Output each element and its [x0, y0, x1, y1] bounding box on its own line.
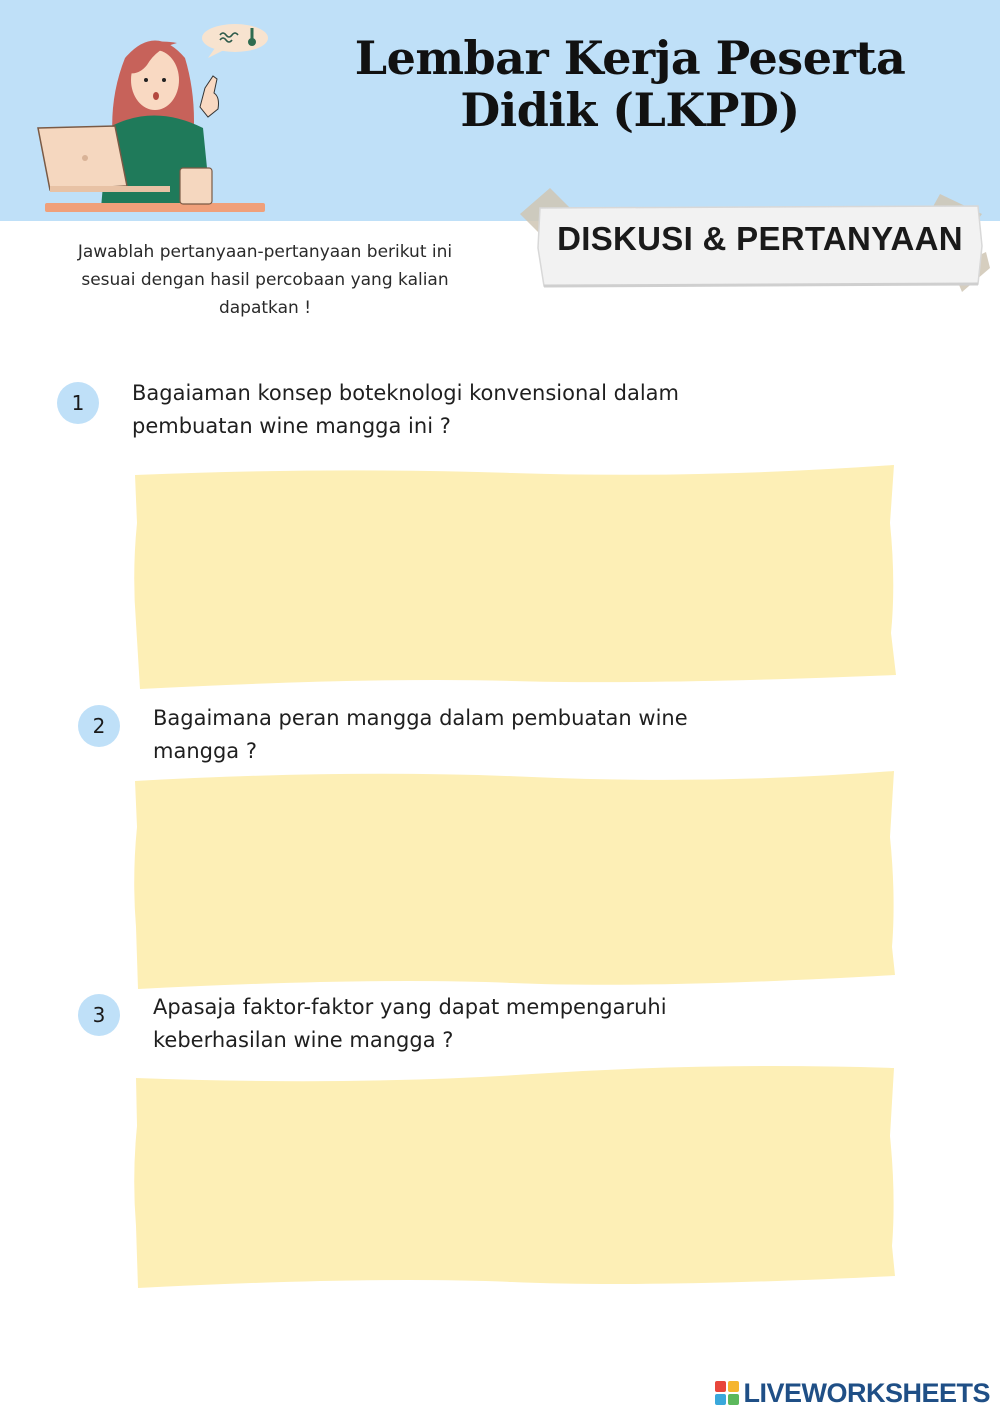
question-number-badge: 2	[78, 705, 120, 747]
question-line: Bagaimana peran mangga dalam pembuatan wine	[153, 706, 688, 730]
worksheet-title	[330, 32, 930, 136]
instruction-line-1: Jawablah pertanyaan-pertanyaan berikut ini	[77, 242, 453, 262]
question-line: pembuatan wine mangga ini ?	[132, 414, 451, 438]
logo-text: LIVEWORKSHEETS	[743, 1377, 990, 1408]
question-line: Bagaiaman konsep boteknologi konvensional dalam	[132, 381, 679, 405]
logo-square-e	[728, 1394, 739, 1405]
liveworksheets-logo	[715, 1376, 990, 1410]
question-line: Apasaja faktor-faktor yang dapat mempengaruhi	[153, 995, 667, 1019]
student-with-laptop-illustration	[30, 18, 280, 218]
answer-input-1[interactable]	[144, 477, 885, 677]
question-number-badge: 3	[78, 994, 120, 1036]
question-text	[153, 991, 813, 1057]
logo-square-v	[715, 1394, 726, 1405]
speech-bubble-icon	[202, 24, 268, 58]
liveworksheets-logo-icon	[715, 1381, 739, 1405]
answer-input-3[interactable]	[144, 1080, 885, 1278]
instruction-text	[30, 238, 500, 322]
question-number-badge: 1	[57, 382, 99, 424]
section-banner	[520, 186, 990, 298]
answer-box-2[interactable]	[132, 767, 897, 993]
instruction-line-3: dapatkan !	[218, 298, 312, 318]
logo-square-l	[715, 1381, 726, 1392]
question-line: keberhasilan wine mangga ?	[153, 1028, 454, 1052]
logo-square-i	[728, 1381, 739, 1392]
mug-icon	[180, 168, 212, 204]
instruction-line-2: sesuai dengan hasil percobaan yang kalian	[81, 270, 449, 290]
question-text	[132, 377, 792, 443]
answer-box-3[interactable]	[132, 1066, 897, 1292]
answer-box-1[interactable]	[132, 463, 897, 691]
title-line-1: Lembar Kerja Peserta	[354, 31, 906, 85]
question-text	[153, 702, 813, 768]
title-line-2: Didik (LKPD)	[460, 83, 800, 137]
answer-input-2[interactable]	[144, 781, 885, 979]
section-banner-label: DISKUSI & PERTANYAAN	[557, 220, 963, 257]
question-line: mangga ?	[153, 739, 257, 763]
